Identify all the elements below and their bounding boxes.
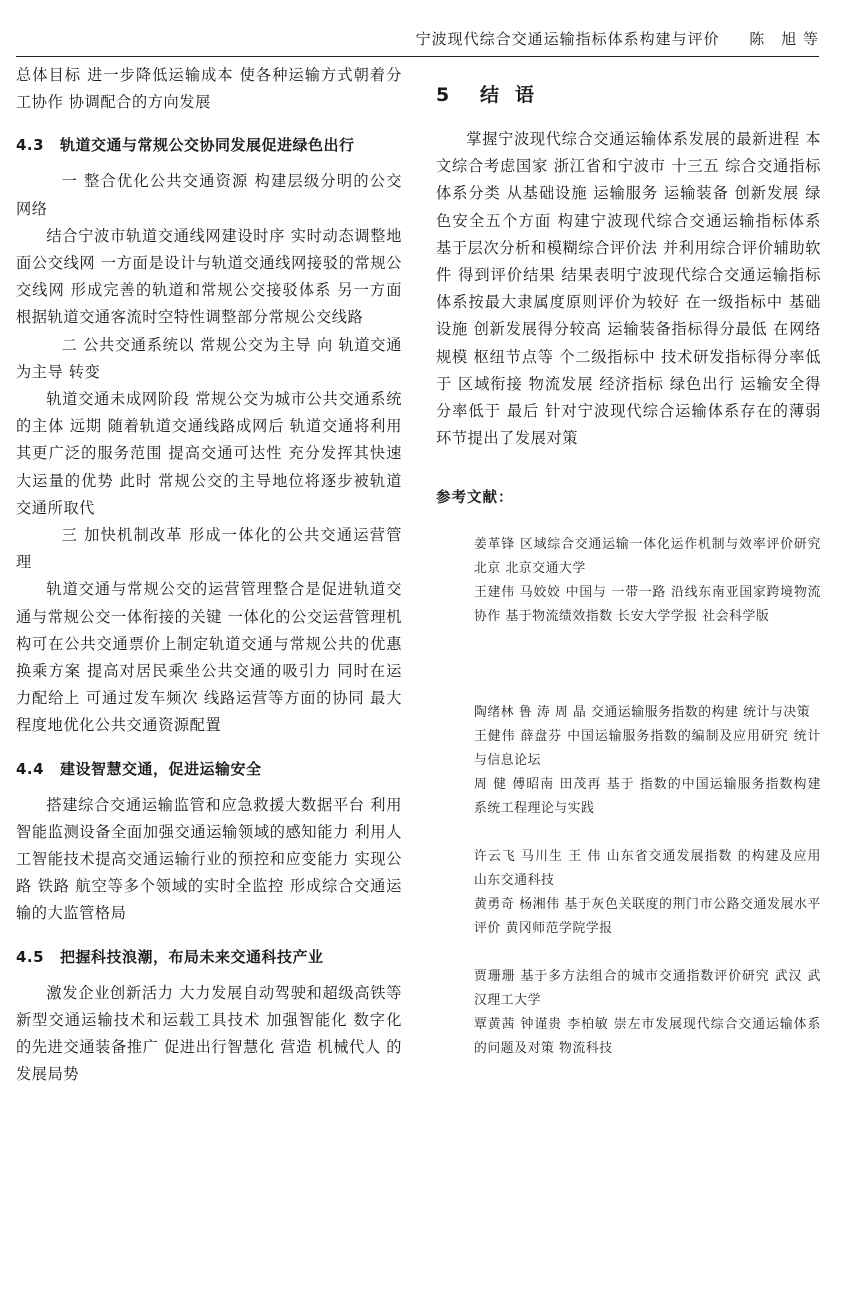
paragraph: 轨道交通未成网阶段 常规公交为城市公共交通系统的主体 远期 随着轨道交通线路成网后 轨道交通将利用其更广泛的服务范围 提高交通可达性 充分发挥其快速 大运量的优势 此时 常规公交的主导地位将逐步被轨道交通所取代 xyxy=(16,390,402,517)
paragraph: 激发企业创新活力 大力发展自动驾驶和超级高铁等新型交通运输技术和运载工具技术 加强智能化 数字化的先进交通装备推广 促进出行智慧化 营造 机械代人 的发展局势 xyxy=(16,983,402,1084)
reference-item: 周 健 傅昭南 田茂再 基于 指数的中国运输服务指数构建 系统工程理论与实践 xyxy=(474,777,821,817)
reference-item: 王健伟 薛盘芬 中国运输服务指数的编制及应用研究 统计与信息论坛 xyxy=(474,729,821,769)
section-number: 4.4 xyxy=(16,759,45,778)
section-title: 轨道交通与常规公交协同发展促进绿色出行 xyxy=(60,136,355,155)
reference-item: 陶绪林 鲁 涛 周 晶 交通运输服务指数的构建 统计与决策 xyxy=(474,705,811,721)
left-column xyxy=(16,62,402,1089)
section-number: 4.3 xyxy=(16,136,45,155)
running-title: 宁波现代综合交通运输指标体系构建与评价 xyxy=(415,30,720,48)
reference-item: 贾珊珊 基于多方法组合的城市交通指数评价研究 武汉 武汉理工大学 xyxy=(474,969,821,1009)
reference-gap xyxy=(436,629,821,701)
references-heading: 参考文献： xyxy=(436,490,514,507)
subheading-3: 三 加快机制改革 形成一体化的公共交通运营管理 xyxy=(16,526,402,572)
chapter-number: 5 xyxy=(436,84,450,106)
section-title: 建设智慧交通，促进运输安全 xyxy=(60,759,262,778)
conclusion-heading xyxy=(436,80,821,110)
reference-item: 姜革锋 区域综合交通运输一体化运作机制与效率评价研究 北京 北京交通大学 xyxy=(474,537,821,577)
paragraph-intro: 总体目标 进一步降低运输成本 使各种运输方式朝着分工协作 协调配合的方向发展 xyxy=(16,66,402,112)
section-4-4-heading xyxy=(16,756,402,782)
section-4-3-heading xyxy=(16,132,402,158)
paragraph: 轨道交通与常规公交的运营管理整合是促进轨道交通与常规公交一体衔接的关键 一体化的公交运营管理机构可在公共交通票价上制定轨道交通与常规公共的优惠换乘方案 提高对居民乘坐公共交通的吸引力 同时在运力配给上 可通过发车频次 线路运营等方面的协同 最大程度地优化公共交通资源配置 xyxy=(16,580,402,735)
running-header xyxy=(16,28,819,57)
chapter-title: 结语 xyxy=(480,84,551,106)
reference-item: 王建伟 马姣姣 中国与 一带一路 沿线东南亚国家跨境物流协作 基于物流绩效指数 长安大学学报 社会科学版 xyxy=(474,585,821,625)
right-column xyxy=(436,62,821,1061)
conclusion-paragraph: 掌握宁波现代综合交通运输体系发展的最新进程 本文综合考虑国家 浙江省和宁波市 十三五 综合交通指标体系分类 从基础设施 运输服务 运输装备 创新发展 绿色安全五个方面 构建宁波现代综合交通运输指标体系 基于层次分析和模糊综合评价法 并利用综合评价辅助软件 得到评价结果 结果表明宁波现代综合交通运输指标体系按最大隶属度原则评价为较好 在一级指标中 基础设施 创新发展得分较高 运输装备指标得分最低 在网络规模 枢纽节点等 个二级指标中 技术研发指标得分率低于 区域衔接 物流发展 经济指标 绿色出行 运输安全得分率低于 最后 针对宁波现代综合运输体系存在的薄弱环节提出了发展对策 xyxy=(436,130,821,448)
subheading-1: 一 整合优化公共交通资源 构建层级分明的公交网络 xyxy=(16,172,402,218)
reference-item: 许云飞 马川生 王 伟 山东省交通发展指数 的构建及应用 山东交通科技 xyxy=(474,849,821,889)
reference-item: 覃黄茜 钟谨贵 李柏敏 崇左市发展现代综合交通运输体系的问题及对策 物流科技 xyxy=(474,1017,821,1057)
paragraph: 搭建综合交通运输监管和应急救援大数据平台 利用智能监测设备全面加强交通运输领域的感知能力 利用人工智能技术提高交通运输行业的预控和应变能力 实现公路 铁路 航空等多个领域的实时全监控 形成综合交通运输的大监管格局 xyxy=(16,795,402,923)
subheading-2: 二 公共交通系统以 常规公交为主导 向 轨道交通为主导 转变 xyxy=(16,335,402,381)
paragraph: 结合宁波市轨道交通线网建设时序 实时动态调整地面公交线网 一方面是设计与轨道交通线网接驳的常规公交线网 形成完善的轨道和常规公交接驳体系 另一方面 根据轨道交通客流时空特性调整部分常规公交线路 xyxy=(16,226,402,327)
reference-gap xyxy=(436,941,821,965)
reference-item: 黄勇奇 杨湘伟 基于灰色关联度的荆门市公路交通发展水平评价 黄冈师范学院学报 xyxy=(474,897,821,937)
section-4-5-heading xyxy=(16,944,402,970)
running-authors: 陈 旭 等 xyxy=(749,30,819,48)
section-title: 把握科技浪潮，布局未来交通科技产业 xyxy=(60,947,324,966)
section-number: 4.5 xyxy=(16,947,45,966)
reference-gap xyxy=(436,821,821,845)
